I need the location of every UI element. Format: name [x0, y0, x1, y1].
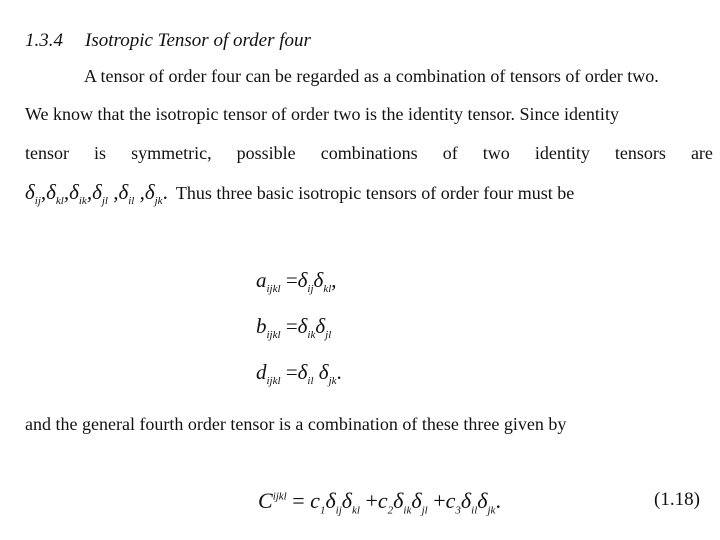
- paragraph-line-3: [25, 143, 713, 164]
- paragraph-line-5: and the general fourth order tensor is a combination of these three given by: [25, 414, 567, 434]
- word: are: [690, 143, 713, 163]
- word: of: [442, 143, 458, 163]
- word: two: [482, 143, 510, 163]
- section-number: 1.3.4: [25, 30, 63, 51]
- equation-a: $a_{ijkl} =\delta_{ij}\delta_{kl}$,: [256, 268, 337, 296]
- word: possible: [236, 143, 296, 163]
- word: identity: [534, 143, 590, 163]
- main-equation: $C^{ijkl} = c_1\delta_{ij}\delta_{kl} +c_2\delta_{ik}\delta_{jl} +c_3\delta_{il}\delta_{jk}$.: [258, 488, 501, 517]
- section-heading: [25, 30, 311, 52]
- word: is: [94, 143, 107, 163]
- equation-number: (1.18): [654, 489, 700, 510]
- paragraph-line-2: We know that the isotropic tensor of order two is the identity tensor. Since identity: [25, 104, 619, 124]
- delta-list: $\delta_{ij},\delta_{kl},\delta_{ik},\delta_{jl}$ $,\delta_{il}$ $,\delta_{jk}$.: [25, 180, 168, 208]
- paragraph-line-4: [25, 180, 715, 207]
- word: symmetric,: [131, 143, 212, 163]
- line4-text: Thus three basic isotropic tensors of order four must be: [175, 183, 575, 203]
- paragraph-line-1: A tensor of order four can be regarded as a combination of tensors of order two.: [84, 66, 659, 86]
- word: tensors: [614, 143, 666, 163]
- equation-b: $b_{ijkl} =\delta_{ik}\delta_{jl}$: [256, 314, 332, 342]
- section-title: Isotropic Tensor of order four: [85, 30, 311, 51]
- equation-block: [256, 262, 342, 401]
- equation-d: $d_{ijkl} =\delta_{il}$ $\delta_{jk}$.: [256, 360, 342, 388]
- word: combinations: [320, 143, 418, 163]
- word: tensor: [25, 143, 69, 163]
